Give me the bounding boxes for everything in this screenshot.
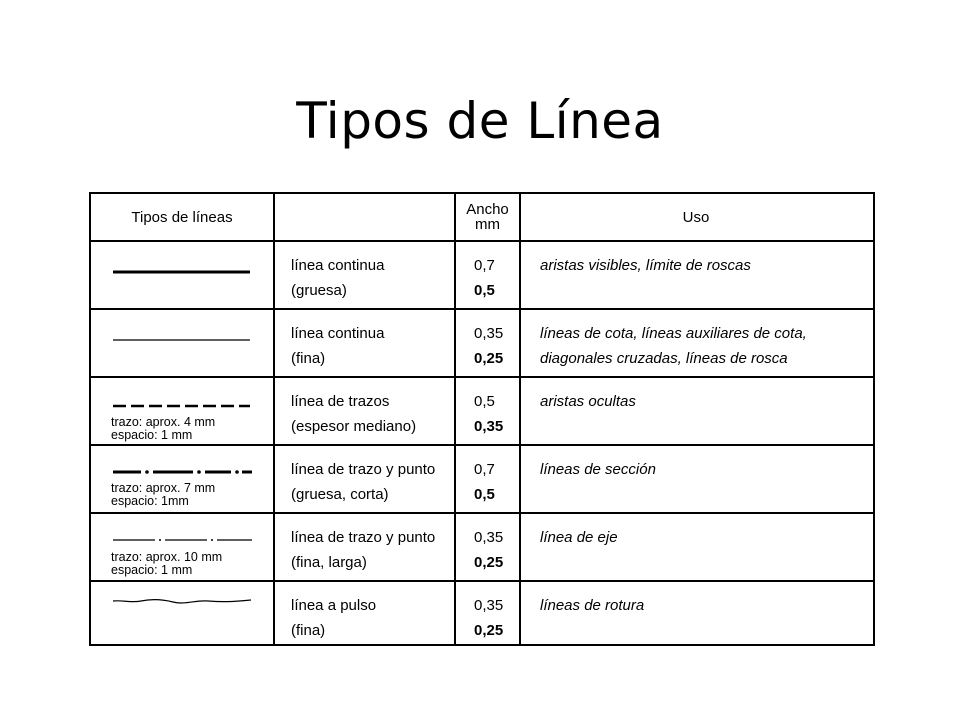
line-name-detail: (fina, larga) [291,554,367,571]
thin-dash-dot-line-sample [113,536,253,544]
thick-continuous-line-sample [113,268,253,276]
usage-text: aristas visibles, límite de roscas [540,257,751,274]
width-value-alt: 0,25 [474,350,504,367]
thin-continuous-line-sample [113,336,253,344]
header-tipos: Tipos de líneas [131,208,233,226]
line-name: línea continua [291,325,385,342]
header-ancho-col [456,194,519,240]
header-ancho-label: Ancho [466,201,509,218]
width-value-alt: 0,25 [474,622,504,639]
table-row [91,582,873,644]
usage-text: línea de eje [540,529,618,546]
table-row [91,378,873,446]
width-value-alt: 0,35 [474,418,504,435]
width-value: 0,7 [474,461,495,478]
line-name: línea continua [291,257,385,274]
usage-text: aristas ocultas [540,393,636,410]
usage-text: líneas de cota, líneas auxiliares de cota, [540,325,807,342]
dashed-line-sample [113,402,253,410]
line-name-detail: (gruesa, corta) [291,486,389,503]
width-value-alt: 0,5 [474,486,495,503]
usage-text-cont: diagonales cruzadas, líneas de rosca [540,350,788,367]
gap-spec: espacio: 1 mm [111,428,193,442]
width-value-alt: 0,25 [474,554,504,571]
width-value: 0,35 [474,325,504,342]
line-name-detail: (espesor mediano) [291,418,417,435]
table-row [91,514,873,582]
dash-spec: trazo: aprox. 10 mm [111,550,223,564]
usage-text: líneas de rotura [540,597,645,614]
thick-dash-dot-line-sample [113,468,253,476]
width-value-alt: 0,5 [474,282,495,299]
width-value: 0,35 [474,597,504,614]
line-name: línea de trazo y punto [291,461,436,478]
dash-spec: trazo: aprox. 4 mm [111,415,216,429]
width-value: 0,35 [474,529,504,546]
line-name: línea de trazos [291,393,390,410]
line-name-detail: (gruesa) [291,282,347,299]
table-row [91,446,873,514]
slide-title: Tipos de Línea [296,92,664,150]
line-name-detail: (fina) [291,622,326,639]
dash-spec: trazo: aprox. 7 mm [111,481,216,495]
width-value: 0,5 [474,393,495,410]
usage-text: líneas de sección [540,461,656,478]
line-name-detail: (fina) [291,350,326,367]
gap-spec: espacio: 1mm [111,494,189,508]
width-value: 0,7 [474,257,495,274]
gap-spec: espacio: 1 mm [111,563,193,577]
header-ancho [275,194,454,240]
line-name: línea de trazo y punto [291,529,436,546]
freehand-line-sample [113,596,253,606]
table-row [91,242,873,310]
table-row [91,310,873,378]
header-uso: Uso [682,208,710,226]
header-mm-label: mm [475,216,500,233]
line-name: línea a pulso [291,597,377,614]
line-types-table [89,192,875,646]
table-header [91,194,873,242]
